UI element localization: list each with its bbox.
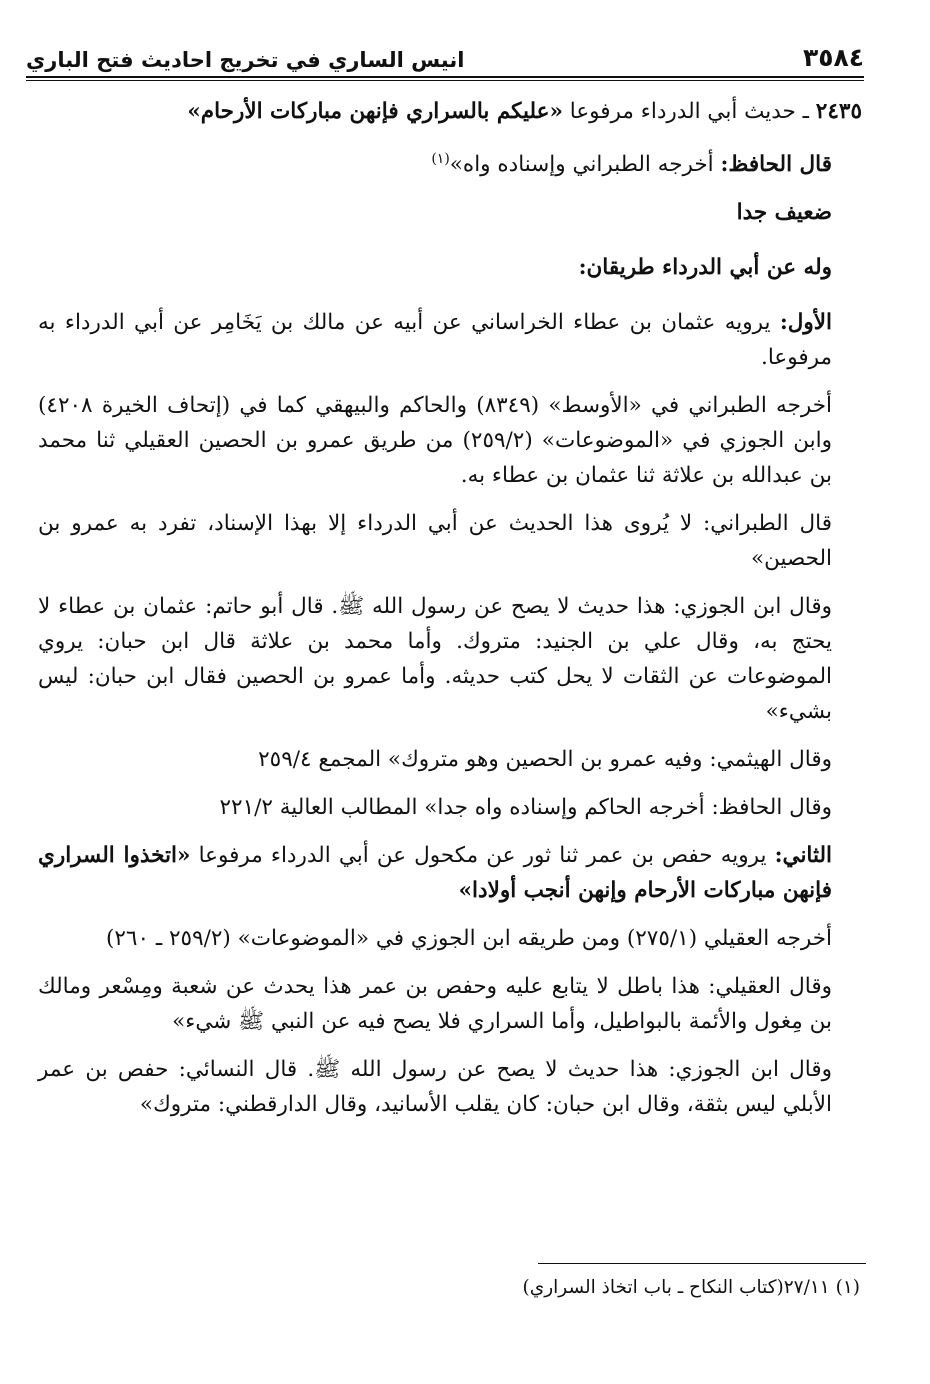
page-number: ٣٥٨٤ — [802, 43, 864, 72]
footnote-mark: (١) — [835, 1277, 860, 1298]
hafiz-comment-2: وقال الحافظ: أخرجه الحاكم وإسناده واه جدا» المطالب العالية ٢٢١/٢ — [219, 795, 832, 821]
takhrij-first: أخرجه الطبراني في «الأوسط» (٨٣٤٩) والحاكم والبيهقي كما في (إتحاف الخيرة ٤٢٠٨) وابن الجوزي في «الموضوعات» (٢٥٩/٢) من طريق عمرو بن الحصين العقيلي ثنا محمد بن عبدالله بن علاثة ثنا عثمان بن عطاء به. — [38, 393, 832, 489]
first-path-label: الأول: — [779, 310, 832, 336]
entry-intro: ـ حديث أبي الدرداء مرفوعا — [562, 99, 816, 124]
header-rule — [26, 76, 864, 78]
running-title: انيس الساري في تخريج احاديث فتح الباري — [26, 48, 465, 72]
entry-hadith: «عليكم بالسراري فإنهن مباركات الأرحام» — [187, 99, 563, 124]
main-text — [38, 94, 862, 1135]
first-path-text: يرويه عثمان بن عطاء الخراساني عن أبيه عن مالك بن يَخَامِر عن أبي الدرداء به مرفوعا. — [38, 310, 832, 371]
grade: ضعيف جدا — [736, 200, 832, 226]
haythami-comment: وقال الهيثمي: وفيه عمرو بن الحصين وهو متروك» المجمع ٢٥٩/٤ — [258, 747, 832, 773]
footnote-text: ٢٧/١١(كتاب النكاح ـ باب اتخاذ السراري) — [522, 1277, 830, 1298]
paths-heading: وله عن أبي الدرداء طريقان: — [578, 255, 832, 281]
footnote-reference: (١) — [431, 151, 450, 167]
entry-heading — [38, 94, 862, 129]
uqayli-comment: وقال العقيلي: هذا باطل لا يتابع عليه وحفص بن عمر هذا يحدث عن شعبة ومِسْعر ومالك بن مِغول والأئمة بالبواطيل، وأما السراري فلا يصح فيه عن النبي ﷺ شيء» — [38, 974, 832, 1035]
footnote-rule — [538, 1263, 866, 1264]
ibn-jawzi-comment-1: وقال ابن الجوزي: هذا حديث لا يصح عن رسول الله ﷺ. قال أبو حاتم: عثمان بن عطاء لا يحتج به، وقال علي بن الجنيد: متروك. وأما محمد بن علاثة قال ابن حبان: يروي الموضوعات عن الثقات لا يحل كتب حديثه. وأما عمرو بن الحصين فقال ابن حبان: ليس بشيء» — [38, 594, 832, 725]
page-header — [26, 38, 864, 72]
second-path-label: الثاني: — [774, 843, 832, 869]
second-path-text: يرويه حفص بن عمر ثنا ثور عن مكحول عن أبي الدرداء مرفوعا — [190, 843, 775, 869]
footnote — [100, 1275, 860, 1301]
header-rule-thin — [26, 80, 864, 81]
first-path — [38, 305, 862, 375]
hafiz-statement — [38, 142, 862, 182]
second-path-hadith: «اتخذوا السراري فإنهن مباركات الأرحام وإنهن أنجب أولادا» — [38, 843, 832, 904]
entry-number: ٢٤٣٥ — [815, 99, 862, 124]
hafiz-text: أخرجه الطبراني وإسناده واه» — [449, 152, 721, 178]
ibn-jawzi-comment-2: وقال ابن الجوزي: هذا حديث لا يصح عن رسول الله ﷺ. قال النسائي: حفص بن عمر الأبلي ليس بثقة، وقال ابن حبان: كان يقلب الأسانيد، وقال الدارقطني: متروك» — [38, 1057, 832, 1118]
takhrij-second: أخرجه العقيلي (٢٧٥/١) ومن طريقه ابن الجوزي في «الموضوعات» (٢٥٩/٢ ـ ٢٦٠) — [105, 926, 832, 952]
second-path — [38, 838, 862, 908]
tabarani-comment: قال الطبراني: لا يُروى هذا الحديث عن أبي الدرداء إلا بهذا الإسناد، تفرد به عمرو بن الحصين» — [38, 511, 832, 572]
hafiz-label: قال الحافظ: — [720, 152, 832, 178]
